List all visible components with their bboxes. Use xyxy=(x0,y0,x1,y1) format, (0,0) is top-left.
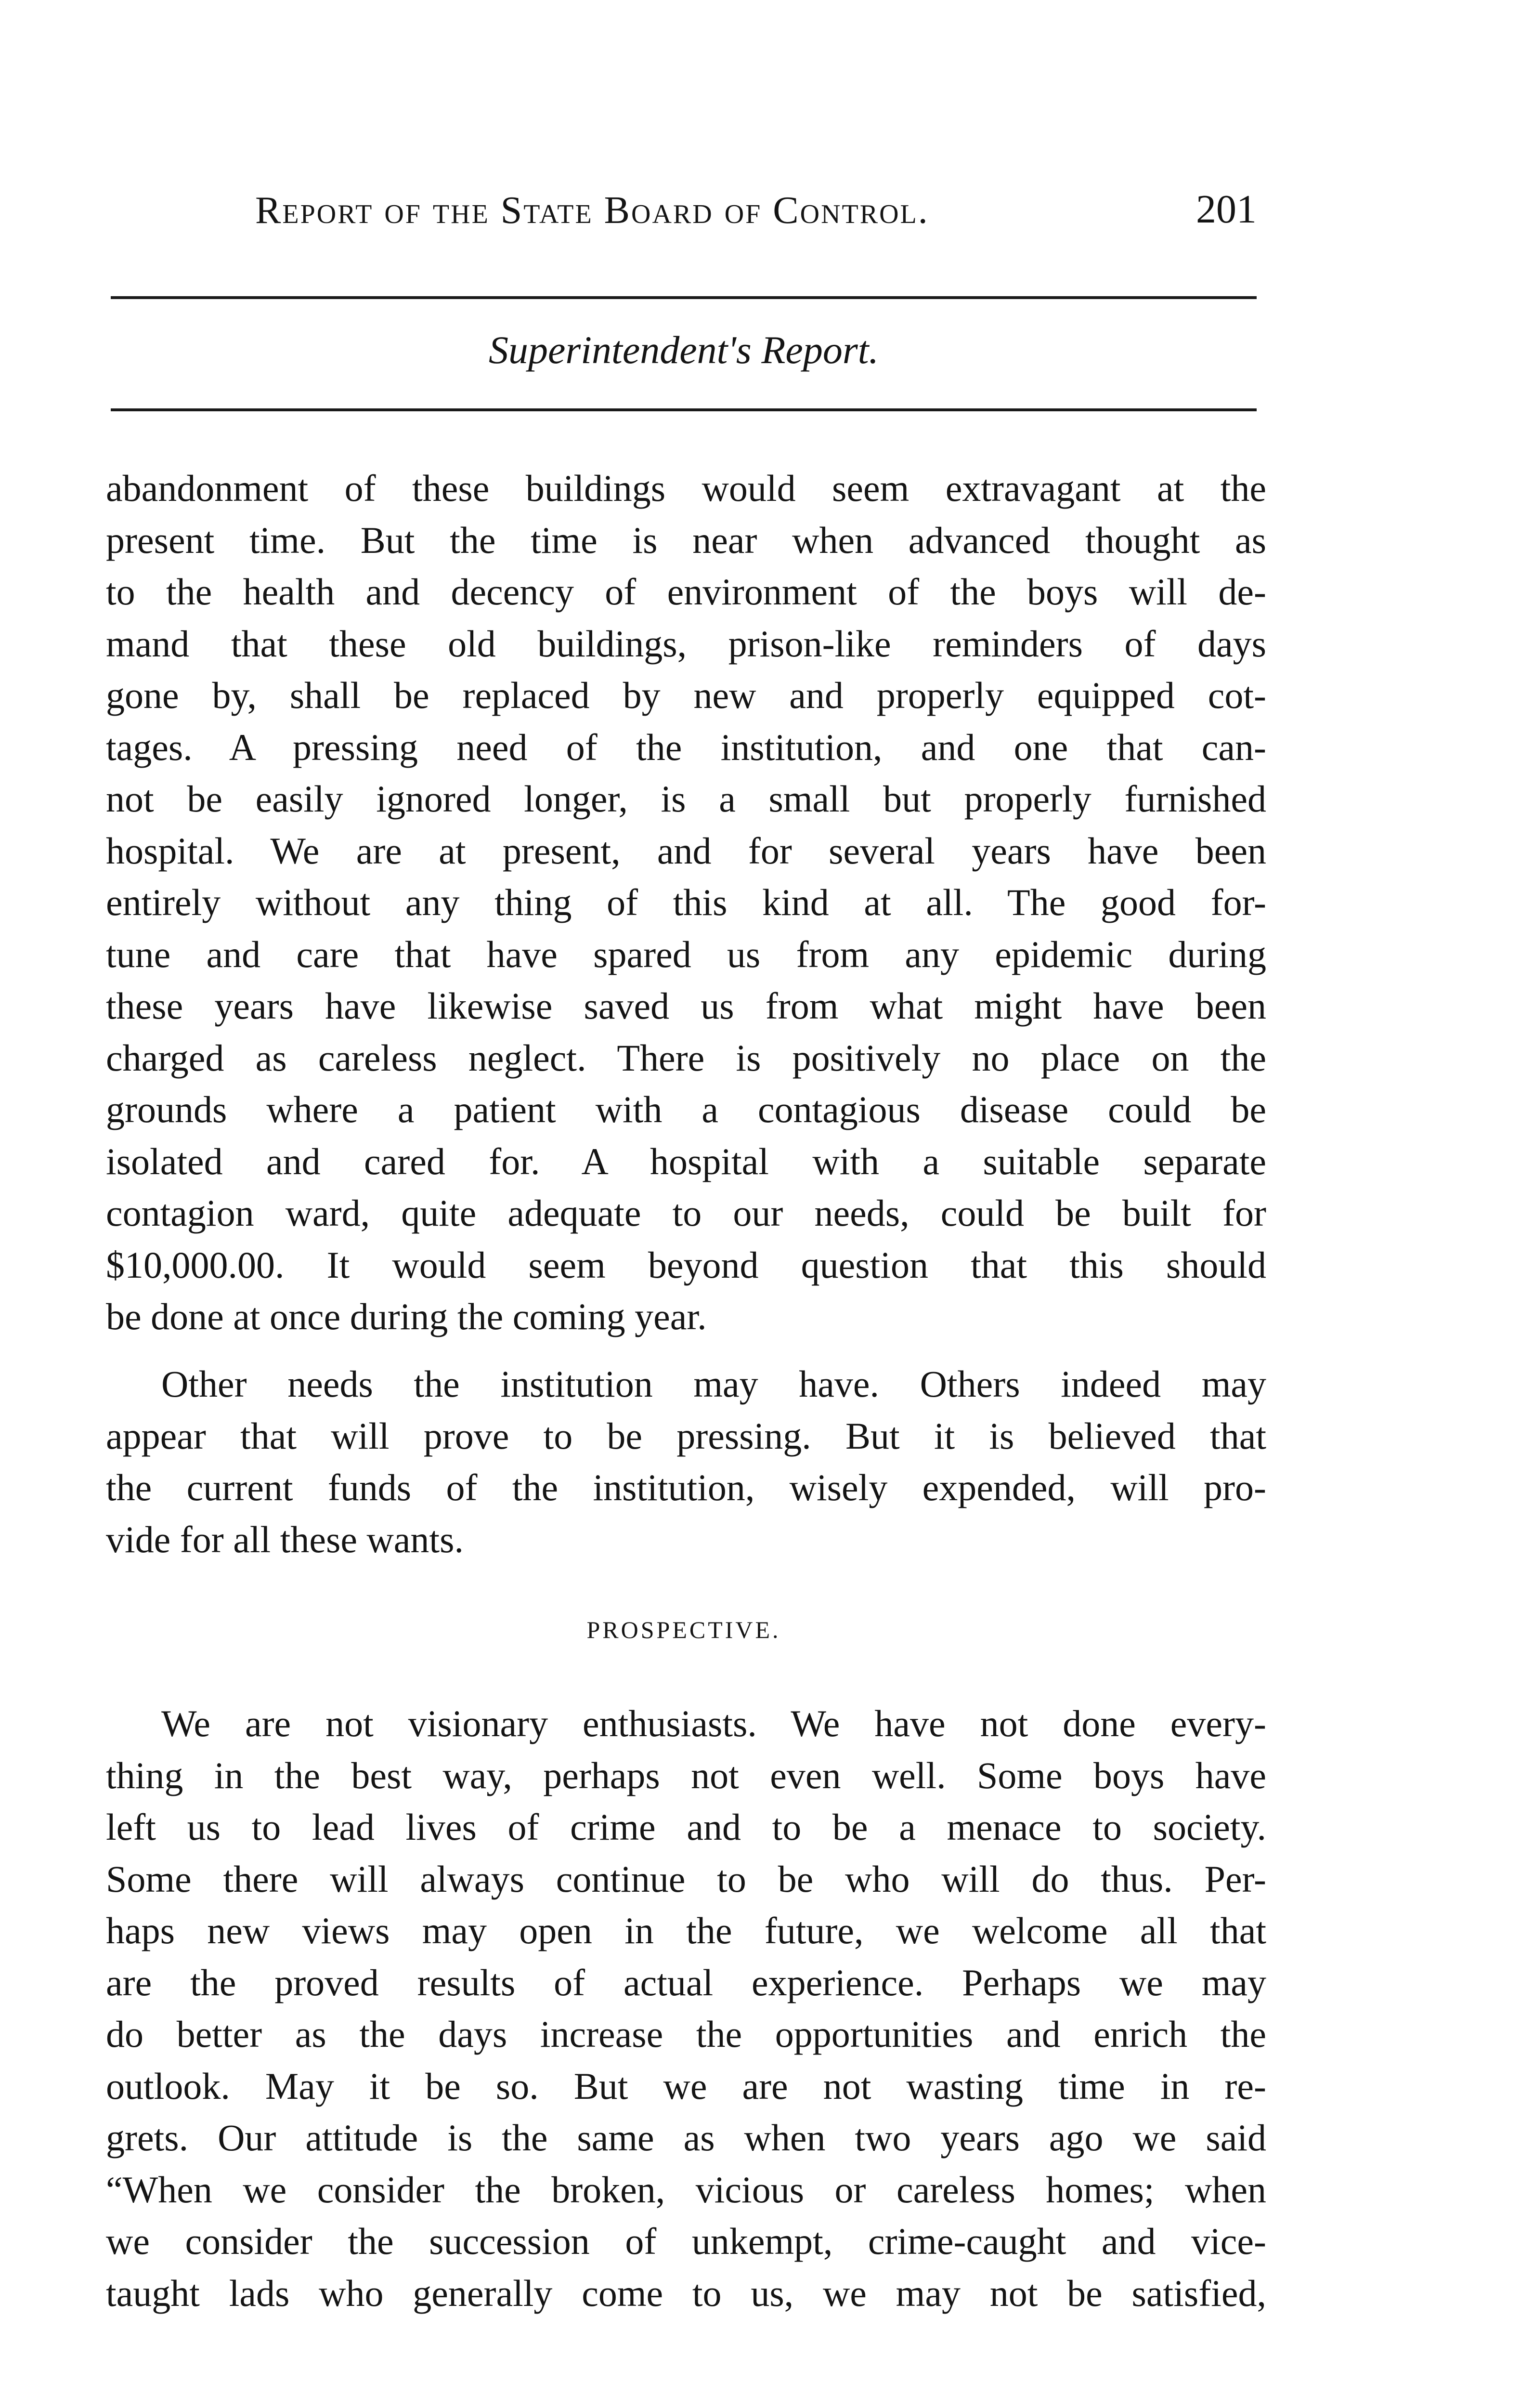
page-number: 201 xyxy=(1196,187,1257,232)
text-line: We are not visionary enthusiasts. We have not done every- xyxy=(161,1702,1266,1744)
paragraph xyxy=(106,462,1266,1343)
text-line: we consider the succession of unkempt, crime-caught and vice- xyxy=(106,2220,1266,2262)
text-line: the current funds of the institution, wisely expended, will pro- xyxy=(106,1466,1266,1508)
text-line: tune and care that have spared us from any epidemic during xyxy=(106,933,1266,975)
text-line: left us to lead lives of crime and to be a menace to society. xyxy=(106,1806,1266,1848)
body-paragraph-3 xyxy=(106,1698,1266,2319)
text-line: gone by, shall be replaced by new and properly equipped cot- xyxy=(106,674,1266,716)
text-line: charged as careless neglect. There is positively no place on the xyxy=(106,1036,1266,1079)
section-title: Superintendent's Report. xyxy=(488,328,879,372)
text-line: entirely without any thing of this kind at all. The good for- xyxy=(106,881,1266,923)
text-line: isolated and cared for. A hospital with a suitable separate xyxy=(106,1140,1266,1182)
paragraph xyxy=(106,1698,1266,2319)
text-line: thing in the best way, perhaps not even well. Some boys have xyxy=(106,1754,1266,1796)
text-line: are the proved results of actual experience. Perhaps we may xyxy=(106,1961,1266,2003)
text-line: present time. But the time is near when advanced thought as xyxy=(106,519,1266,561)
text-line: mand that these old buildings, prison-like reminders of days xyxy=(106,622,1266,665)
text-line: “When we consider the broken, vicious or careless homes; when xyxy=(106,2168,1266,2211)
running-header xyxy=(111,189,1257,247)
text-line: tages. A pressing need of the institution, and one that can- xyxy=(106,726,1266,768)
text-line: appear that will prove to be pressing. But it is believed that xyxy=(106,1414,1266,1457)
paragraph xyxy=(106,1358,1266,1565)
text-line: be done at once during the coming year. xyxy=(106,1296,707,1337)
subheading: PROSPECTIVE. xyxy=(586,1616,781,1643)
text-line: to the health and decency of environment of the boys will de- xyxy=(106,571,1266,613)
text-line: contagion ward, quite adequate to our needs, could be built for xyxy=(106,1192,1266,1234)
text-line: taught lads who generally come to us, we may not be satisfied, xyxy=(106,2272,1266,2314)
text-line: outlook. May it be so. But we are not wasting time in re- xyxy=(106,2065,1266,2107)
text-line: $10,000.00. It would seem beyond question that this should xyxy=(106,1243,1266,1286)
running-title: Report of the State Board of Control. xyxy=(255,189,929,232)
text-line: abandonment of these buildings would seem extravagant at the xyxy=(106,467,1266,509)
body-paragraph-2 xyxy=(106,1358,1266,1565)
text-line: vide for all these wants. xyxy=(106,1518,464,1560)
text-line: grets. Our attitude is the same as when two years ago we said xyxy=(106,2117,1266,2159)
text-line: these years have likewise saved us from what might have been xyxy=(106,985,1266,1027)
text-line: hospital. We are at present, and for several years have been xyxy=(106,829,1266,872)
text-line: not be easily ignored longer, is a small but properly furnished xyxy=(106,778,1266,820)
text-line: grounds where a patient with a contagious disease could be xyxy=(106,1088,1266,1130)
text-line: haps new views may open in the future, we welcome all that xyxy=(106,1910,1266,1951)
text-line: do better as the days increase the opportunities and enrich the xyxy=(106,2013,1266,2055)
bottom-rule xyxy=(111,408,1257,411)
text-line: Some there will always continue to be who will do thus. Per- xyxy=(106,1858,1266,1900)
body-paragraph-1 xyxy=(106,462,1266,1343)
text-line: Other needs the institution may have. Others indeed may xyxy=(161,1363,1266,1405)
top-rule xyxy=(111,296,1257,299)
